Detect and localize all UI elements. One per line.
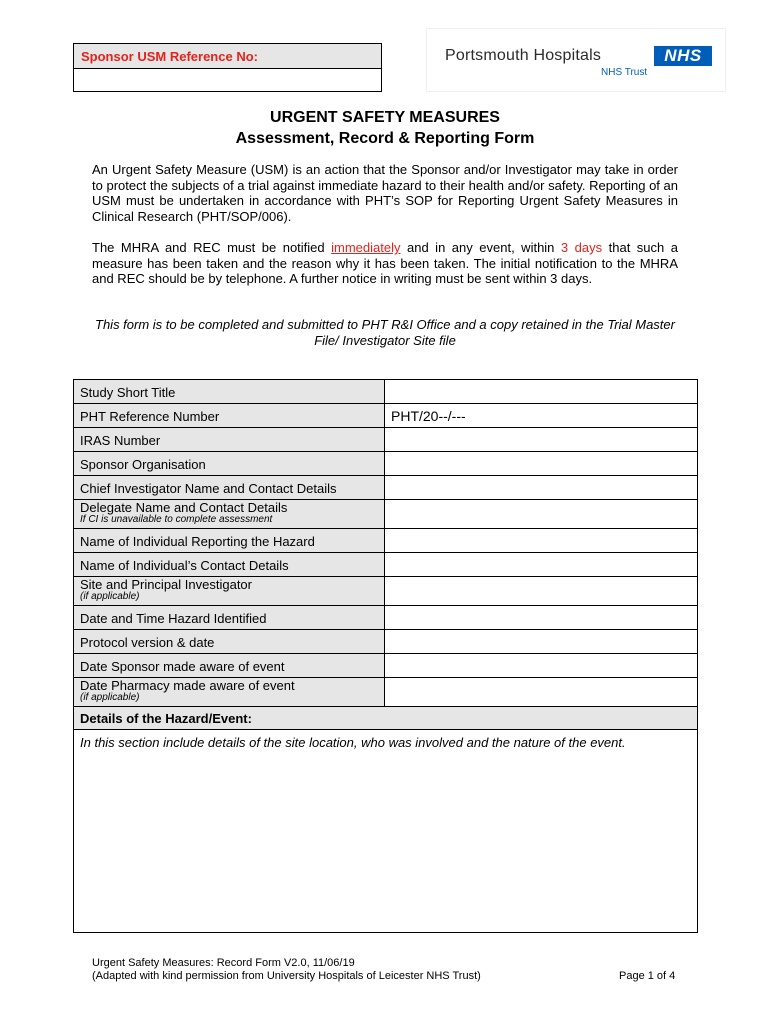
field-value-cell[interactable]: [385, 500, 698, 529]
hazard-heading-row: [74, 707, 698, 730]
field-label-cell: [74, 553, 385, 577]
hazard-details-field[interactable]: [74, 730, 698, 933]
logo-trust-subtitle: NHS Trust: [601, 67, 648, 78]
sponsor-reference-box: [73, 43, 382, 92]
nhs-logo-icon: NHS: [654, 46, 712, 66]
field-value-cell[interactable]: [385, 553, 698, 577]
field-value: [391, 606, 691, 610]
field-label: Name of Individual’s Contact Details: [80, 558, 289, 573]
usm-form-table: [73, 379, 698, 933]
table-row: [74, 553, 698, 577]
field-value: [391, 476, 691, 480]
submission-note: This form is to be completed and submitted to PHT R&I Office and a copy retained in the Trial Master File/ Investigator Site file: [95, 317, 675, 348]
intro-p2-part-c: that such a measure has been taken and the reason why it has been taken. The initial notification to the MHRA and REC should be by telephone. A further notice in writing must be sent within 3 days.: [92, 240, 678, 286]
field-label-cell: [74, 654, 385, 678]
field-value: [391, 428, 691, 432]
intro-p2-part-b: and in any event, within: [400, 240, 561, 255]
logo-trust-name: Portsmouth Hospitals: [445, 47, 602, 64]
field-value-cell[interactable]: [385, 404, 698, 428]
field-value-cell[interactable]: [385, 606, 698, 630]
page-subtitle: Assessment, Record & Reporting Form: [235, 130, 535, 147]
field-value: PHT/20--/---: [391, 408, 466, 424]
hazard-details-row: [74, 730, 698, 933]
field-label: Chief Investigator Name and Contact Details: [80, 481, 337, 496]
field-value: [391, 654, 691, 658]
field-value-cell[interactable]: [385, 678, 698, 707]
field-value-cell[interactable]: [385, 452, 698, 476]
field-hint: (if applicable): [80, 692, 140, 703]
table-row: [74, 678, 698, 707]
intro-paragraph-1: An Urgent Safety Measure (USM) is an action that the Sponsor and/or Investigator may take in order to protect the subjects of a trial against immediate hazard to their health and/or safety. Reporting of an USM must be undertaken in accordance with PHT’s SOP for Reporting Urgent Safety Measures in Clinical Research (PHT/SOP/006).: [92, 162, 678, 224]
field-value: [391, 577, 691, 581]
field-value-cell[interactable]: [385, 476, 698, 500]
field-label-cell: [74, 678, 385, 707]
immediately-emphasis: immediately: [331, 240, 401, 255]
field-label: Study Short Title: [80, 385, 176, 400]
field-label-cell: [74, 404, 385, 428]
table-row: [74, 654, 698, 678]
three-days-emphasis: 3 days: [560, 240, 603, 255]
field-value-cell[interactable]: [385, 577, 698, 606]
field-hint: (if applicable): [80, 591, 140, 602]
intro-p2-part-a: The MHRA and REC must be notified: [92, 240, 332, 255]
field-value: [391, 678, 691, 682]
field-value-cell[interactable]: [385, 529, 698, 553]
field-label: Delegate Name and Contact Details: [80, 500, 288, 515]
intro-paragraph-2: [92, 240, 678, 287]
field-value: [391, 553, 691, 557]
field-value-cell[interactable]: [385, 654, 698, 678]
table-row: [74, 452, 698, 476]
field-value-cell[interactable]: [385, 428, 698, 452]
field-label: Protocol version & date: [80, 635, 215, 650]
footer-attribution: (Adapted with kind permission from University Hospitals of Leicester NHS Trust): [92, 970, 481, 982]
field-value: [391, 452, 691, 456]
field-value: [391, 529, 691, 533]
field-label: Site and Principal Investigator: [80, 577, 252, 592]
footer: [92, 957, 481, 983]
field-label-cell: [74, 500, 385, 529]
field-label: IRAS Number: [80, 433, 161, 448]
sponsor-reference-label: Sponsor USM Reference No:: [74, 44, 381, 69]
field-hint: If CI is unavailable to complete assessment: [80, 514, 273, 525]
hazard-instructions: In this section include details of the site location, who was involved and the nature of the event.: [80, 735, 626, 750]
field-label-cell: [74, 630, 385, 654]
table-row: [74, 630, 698, 654]
table-row: [74, 529, 698, 553]
table-row: [74, 404, 698, 428]
field-label-cell: [74, 606, 385, 630]
field-value: [391, 500, 691, 504]
field-label-cell: [74, 529, 385, 553]
table-row: [74, 500, 698, 529]
field-label-cell: [74, 380, 385, 404]
field-label: Date Sponsor made aware of event: [80, 659, 285, 674]
field-label-cell: [74, 577, 385, 606]
field-value-cell[interactable]: [385, 380, 698, 404]
table-row: [74, 428, 698, 452]
field-label-cell: [74, 476, 385, 500]
page-number: Page 1 of 4: [619, 970, 676, 982]
table-row: [74, 606, 698, 630]
field-value-cell[interactable]: [385, 630, 698, 654]
field-label-cell: [74, 452, 385, 476]
field-label: Date and Time Hazard Identified: [80, 611, 267, 626]
field-label-cell: [74, 428, 385, 452]
table-row: [74, 476, 698, 500]
field-label: PHT Reference Number: [80, 409, 220, 424]
field-label: Date Pharmacy made aware of event: [80, 678, 295, 693]
field-value: [391, 380, 691, 384]
sponsor-reference-field[interactable]: [74, 69, 381, 92]
table-row: [74, 577, 698, 606]
table-row: [74, 380, 698, 404]
hazard-heading: Details of the Hazard/Event:: [74, 707, 698, 730]
page-title: URGENT SAFETY MEASURES: [270, 109, 500, 126]
field-label: Name of Individual Reporting the Hazard: [80, 534, 315, 549]
footer-version: Urgent Safety Measures: Record Form V2.0, 11/06/19: [92, 957, 355, 969]
field-label: Sponsor Organisation: [80, 457, 206, 472]
trust-logo: [426, 28, 726, 92]
field-value: [391, 630, 691, 634]
